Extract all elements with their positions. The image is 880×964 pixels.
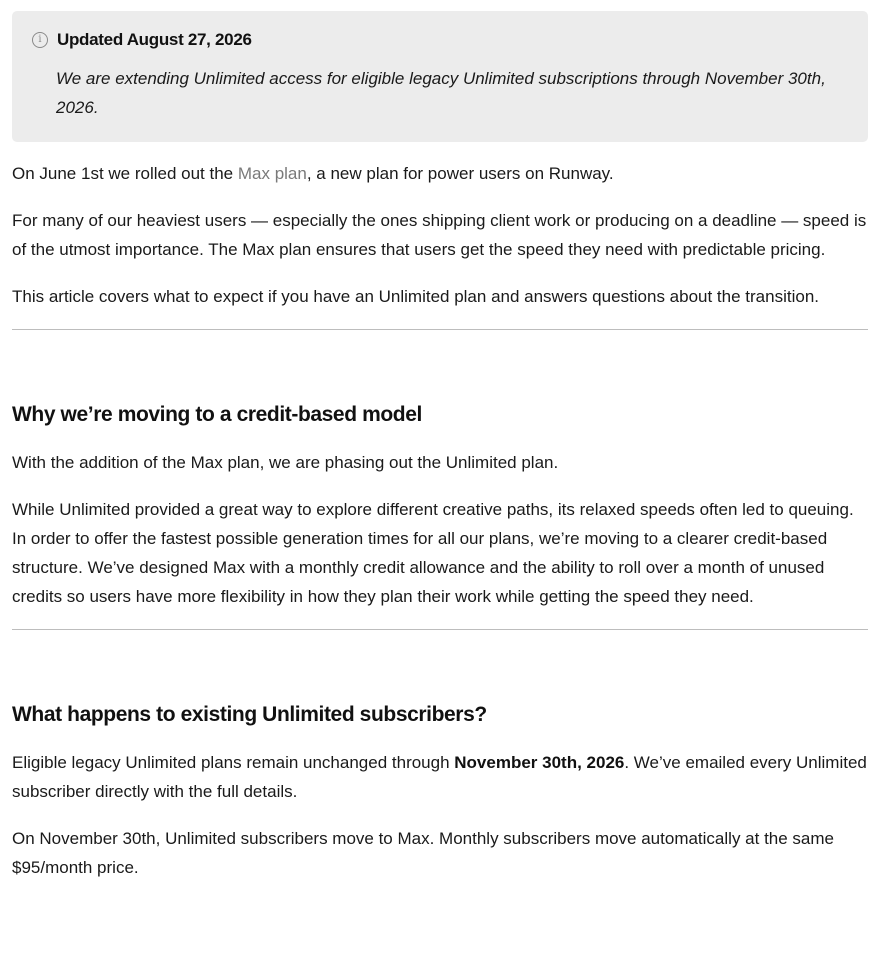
intro-paragraph-1 <box>12 159 868 188</box>
intro-paragraph-2: For many of our heaviest users — especially the ones shipping client work or producing on a deadline — speed is of the utmost importance. The Max plan ensures that users get the speed they need with predictable pricing. <box>12 211 867 259</box>
section2-paragraph-2: On November 30th, Unlimited subscribers move to Max. Monthly subscribers move automatically at the same $95/month price. <box>12 829 834 877</box>
intro-text-after-link: , a new plan for power users on Runway. <box>306 164 614 183</box>
intro-text-before-link: On June 1st we rolled out the <box>12 164 238 183</box>
notice-title: Updated August 27, 2026 <box>57 30 252 49</box>
section-heading-existing-subscribers: What happens to existing Unlimited subscribers? <box>12 703 487 726</box>
info-icon: i <box>32 32 48 48</box>
section-divider <box>12 629 868 630</box>
notice-body: We are extending Unlimited access for eligible legacy Unlimited subscriptions through November 30th, 2026. <box>56 69 826 117</box>
notice-header <box>32 28 848 52</box>
update-notice <box>12 11 868 142</box>
section1-paragraph-2: While Unlimited provided a great way to explore different creative paths, its relaxed speeds often led to queuing. In order to offer the fastest possible generation times for all our plans, we’re moving to a clearer credit-based structure. We’ve designed Max with a monthly credit allowance and the ability to roll over a month of unused credits so users have more flexibility in how they plan their work while getting the speed they need. <box>12 500 854 606</box>
section2-text-before-date: Eligible legacy Unlimited plans remain unchanged through <box>12 753 455 772</box>
section2-text-after-date: . We’ve emailed every Unlimited subscriber directly with the full details. <box>12 753 867 801</box>
intro-paragraph-3: This article covers what to expect if you have an Unlimited plan and answers questions about the transition. <box>12 287 819 306</box>
deadline-date: November 30th, 2026 <box>454 753 625 772</box>
section-divider <box>12 329 868 330</box>
article <box>0 11 880 882</box>
section1-paragraph-1: With the addition of the Max plan, we are phasing out the Unlimited plan. <box>12 453 559 472</box>
max-plan-link[interactable]: Max plan <box>237 164 307 183</box>
section2-paragraph-1 <box>12 748 868 806</box>
section-heading-credit-model: Why we’re moving to a credit-based model <box>12 403 422 426</box>
